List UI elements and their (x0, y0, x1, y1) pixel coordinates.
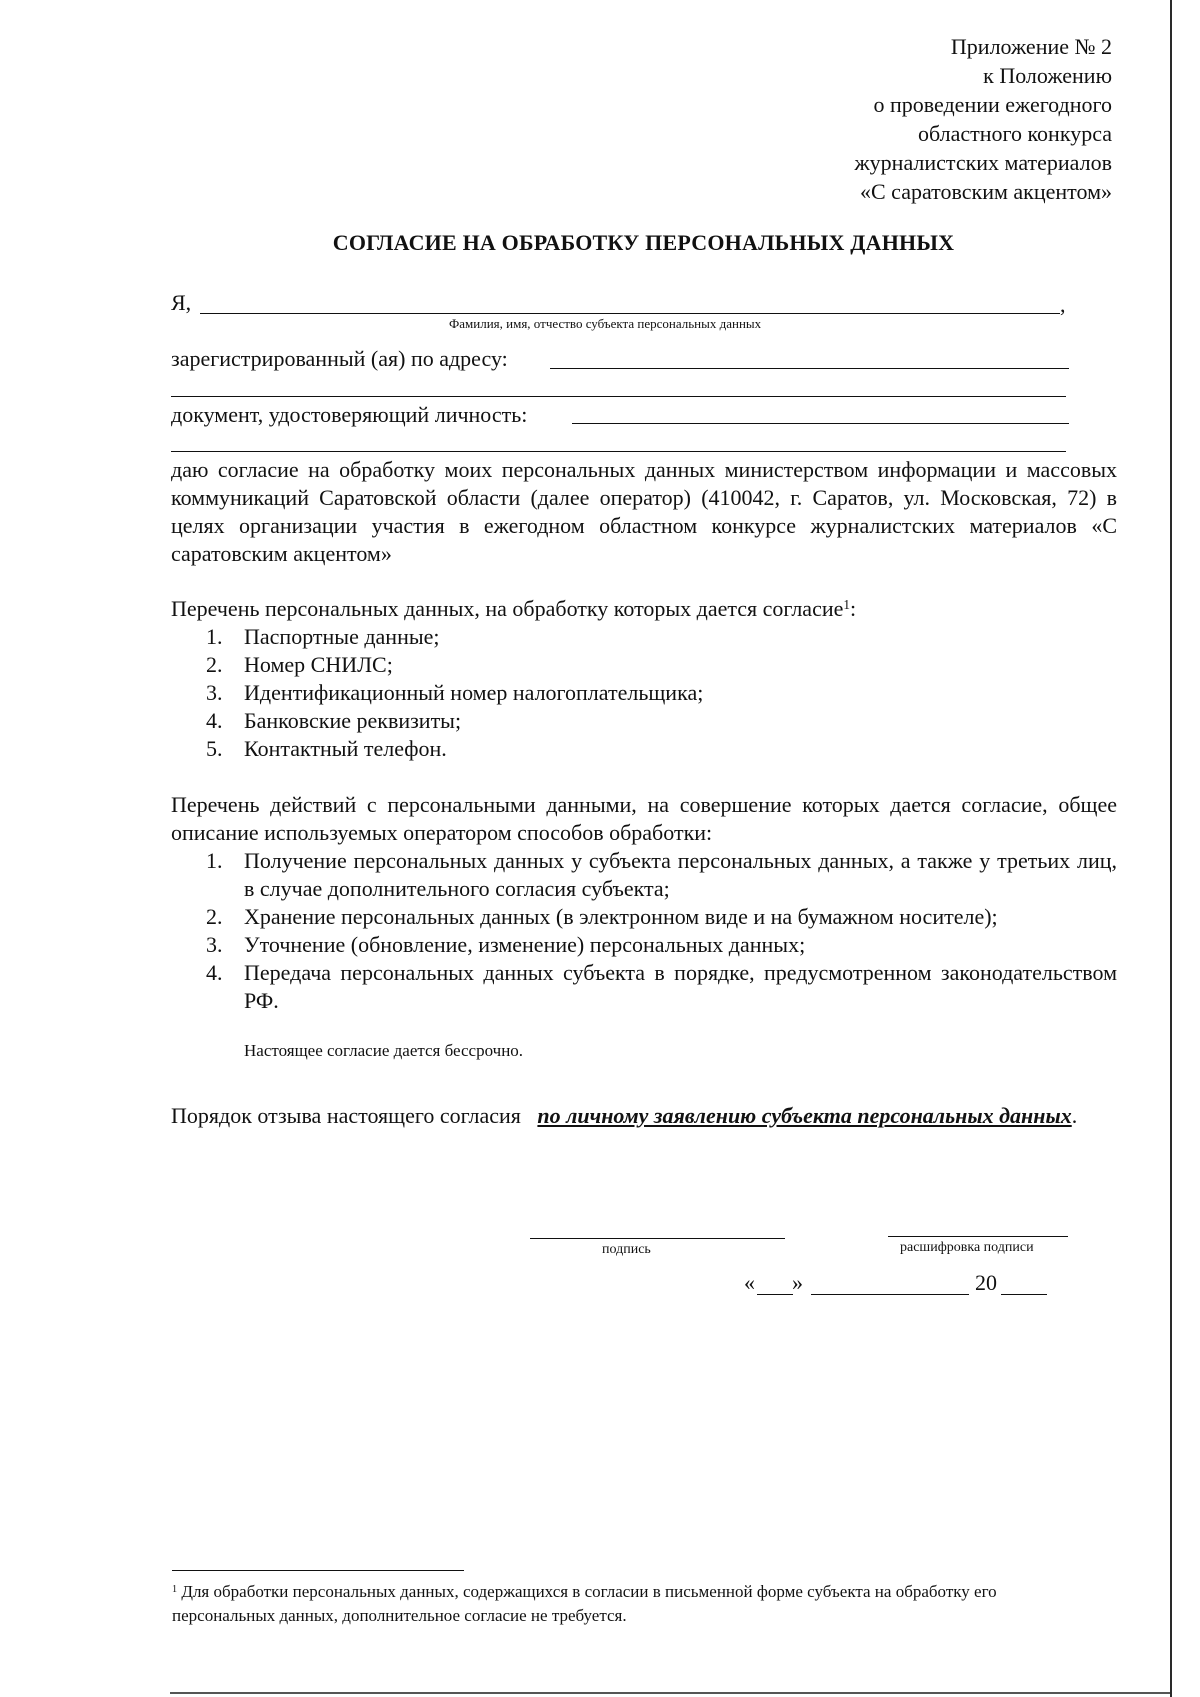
footnote-mark: 1 (172, 1583, 178, 1595)
revocation-paragraph (171, 1101, 1117, 1130)
annex-line: к Положению (983, 63, 1112, 88)
list-item-text: Идентификационный номер налогоплательщика; (244, 680, 704, 705)
list-item (171, 959, 1117, 1015)
list-item-text: Уточнение (обновление, изменение) персональных данных; (244, 932, 806, 957)
list-item (171, 735, 1117, 763)
i-label: Я, (171, 290, 192, 315)
date-year-line[interactable] (1001, 1294, 1047, 1295)
list-item (171, 707, 1117, 735)
name-field-hint: Фамилия, имя, отчество субъекта персональных данных (449, 316, 762, 331)
list-item (171, 623, 1117, 651)
date-year-prefix: 20 (975, 1270, 997, 1295)
list-item-number: 3. (206, 680, 223, 705)
date-quote-close: » (792, 1270, 803, 1295)
address-label: зарегистрированный (ая) по адресу: (171, 346, 508, 371)
actions-heading: Перечень действий с персональными данными, на совершение которых дается согласие, общее описание используемых оператором способов обработки: (171, 792, 1117, 845)
consent-paragraph: даю согласие на обработку моих персональных данных министерством информации и массовых коммуникаций Саратовской области (далее оператор) (410042, г. Саратов, ул. Московская, 72) в целях организации участия в ежегодном областном конкурсе журналистских материалов «С саратовским акцентом» (171, 457, 1117, 566)
personal-data-heading-text: Перечень персональных данных, на обработку которых дается согласие (171, 596, 844, 621)
address-field-line-2[interactable] (171, 396, 1066, 397)
footnote-text: Для обработки персональных данных, содержащихся в согласии в письменной форме субъекта на обработку его персональных данных, дополнительное согласие не требуется. (172, 1582, 997, 1625)
annex-line: о проведении ежегодного (873, 92, 1112, 117)
list-item-number: 5. (206, 736, 223, 761)
list-item (171, 847, 1117, 903)
list-item-text: Банковские реквизиты; (244, 708, 462, 733)
list-item-text: Передача персональных данных субъекта в порядке, предусмотренном законодательством РФ. (244, 960, 1117, 1013)
actions-list (171, 791, 1117, 1015)
footnote-reference: 1 (843, 597, 850, 613)
list-item-number: 2. (206, 904, 223, 929)
address-field-line[interactable] (550, 368, 1069, 369)
name-comma: , (1060, 292, 1066, 317)
signature-decode-line[interactable] (888, 1236, 1068, 1237)
list-item-number: 4. (206, 708, 223, 733)
date-day-line[interactable] (757, 1294, 793, 1295)
list-item-number: 2. (206, 652, 223, 677)
list-item-number: 4. (206, 960, 223, 985)
document-title: СОГЛАСИЕ НА ОБРАБОТКУ ПЕРСОНАЛЬНЫХ ДАННЫХ (332, 230, 955, 255)
personal-data-heading-end: : (849, 596, 857, 621)
footnote (172, 1580, 1072, 1628)
id-document-label: документ, удостоверяющий личность: (171, 402, 528, 427)
id-document-field-line-2[interactable] (171, 451, 1066, 452)
signature-decode-label: расшифровка подписи (900, 1240, 1034, 1255)
list-item-text: Хранение персональных данных (в электронном виде и на бумажном носителе); (244, 904, 998, 929)
list-item (171, 903, 1117, 931)
list-item (171, 931, 1117, 959)
name-field-line[interactable] (200, 313, 1060, 314)
list-item-text: Номер СНИЛС; (244, 652, 393, 677)
footnote-separator (172, 1570, 464, 1571)
list-item (171, 679, 1117, 707)
list-item-number: 1. (206, 848, 223, 873)
revocation-suffix: . (1071, 1103, 1078, 1128)
list-item (171, 651, 1117, 679)
annex-line: Приложение № 2 (950, 34, 1112, 59)
scan-edge-bottom (170, 1692, 1170, 1694)
document-title-wrap (0, 230, 1200, 256)
annex-block (854, 32, 1112, 206)
revocation-method: по личному заявлению субъекта персональных данных (537, 1103, 1072, 1128)
list-item-number: 3. (206, 932, 223, 957)
signature-label: подпись (602, 1242, 651, 1257)
term-text: Настоящее согласие дается бессрочно. (244, 1041, 524, 1060)
list-item-number: 1. (206, 624, 223, 649)
date-quote-open: « (744, 1270, 755, 1295)
date-month-line[interactable] (811, 1294, 969, 1295)
signature-line[interactable] (530, 1238, 785, 1239)
list-item-text: Паспортные данные; (244, 624, 440, 649)
annex-line: «С саратовским акцентом» (860, 179, 1112, 204)
annex-line: областного конкурса (917, 121, 1112, 146)
list-item-text: Получение персональных данных у субъекта персональных данных, а также у третьих лиц, в случае дополнительного согласия субъекта; (244, 848, 1117, 901)
id-document-field-line[interactable] (572, 423, 1069, 424)
list-item-text: Контактный телефон. (244, 736, 447, 761)
personal-data-heading (171, 595, 1117, 623)
revocation-prefix: Порядок отзыва настоящего согласия (171, 1103, 521, 1128)
personal-data-list (171, 595, 1117, 763)
annex-line: журналистских материалов (854, 150, 1112, 175)
